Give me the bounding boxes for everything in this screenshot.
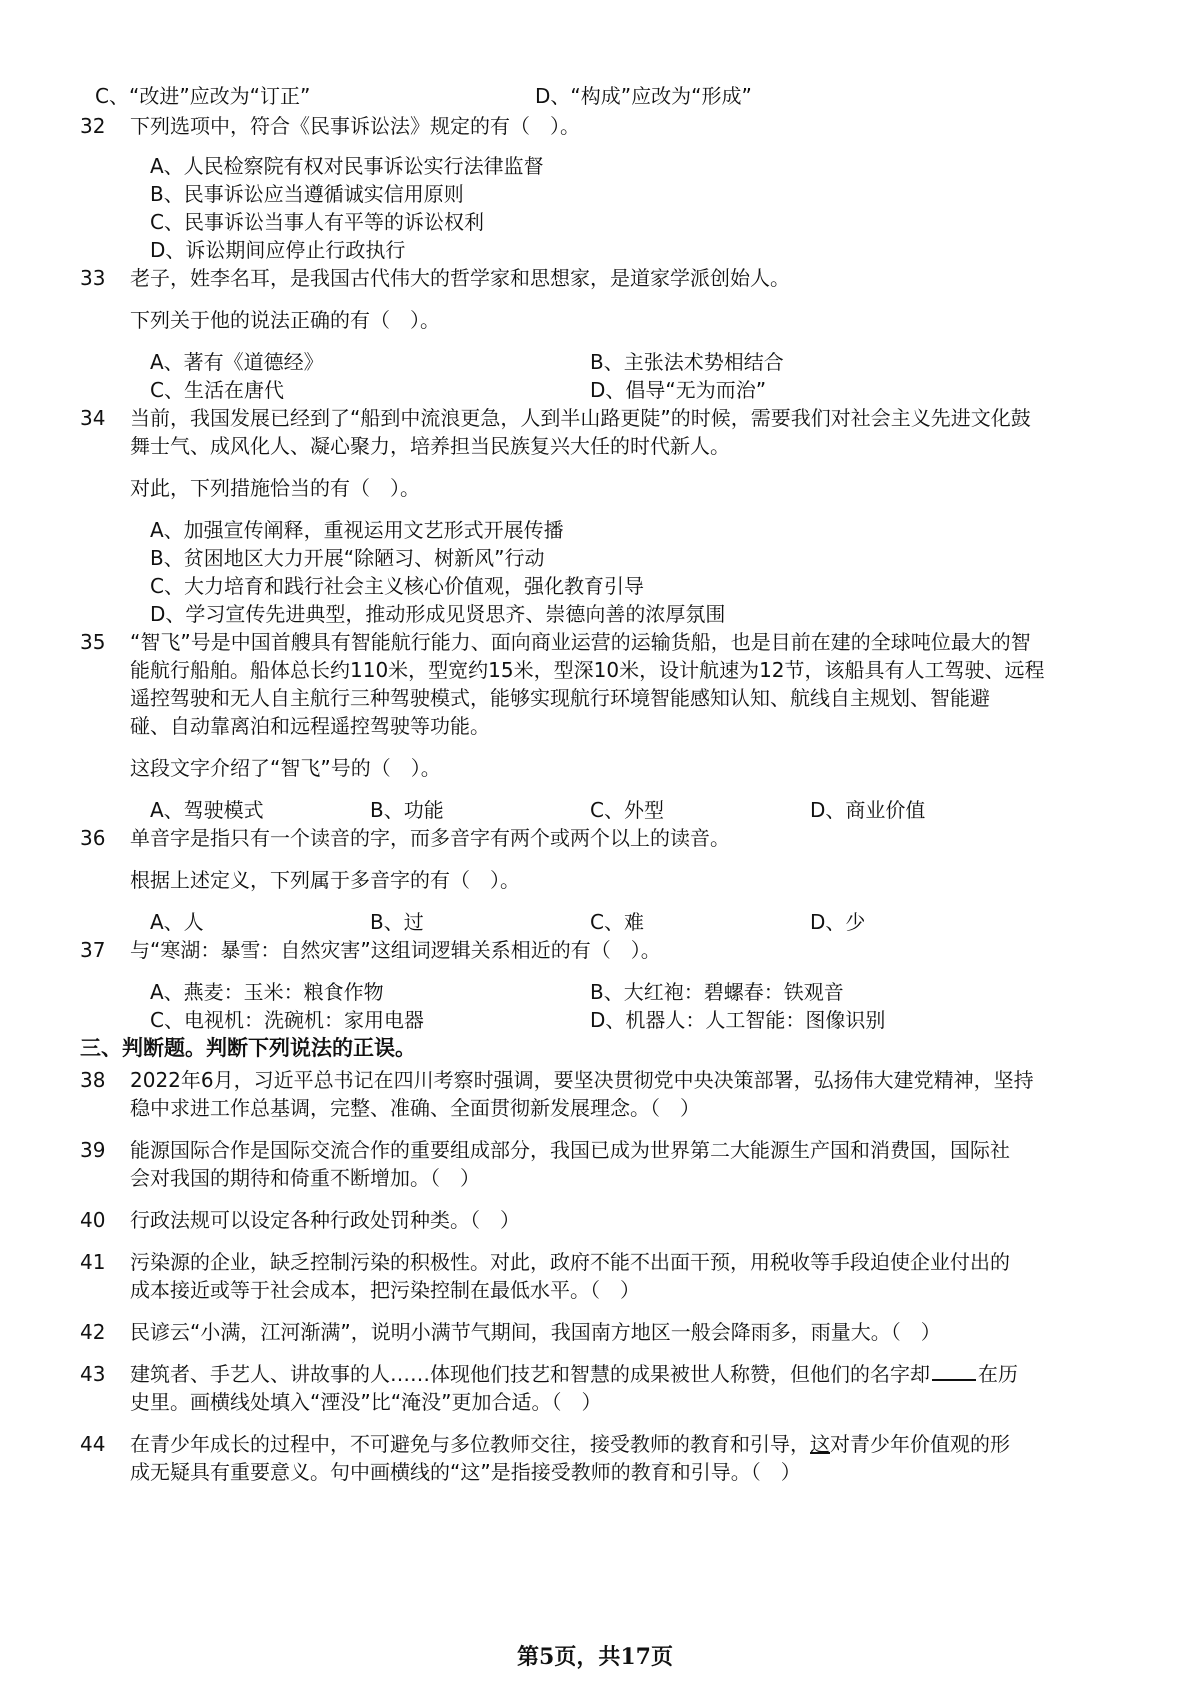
- question-number: 36: [80, 826, 106, 850]
- question-stem: 与“寒湖：暴雪：自然灾害”这组词逻辑关系相近的有（ ）。: [130, 938, 661, 962]
- statement-line: 污染源的企业，缺乏控制污染的积极性。对此，政府不能不出面干预，用税收等手段迫使企业付出的: [130, 1250, 1010, 1274]
- question-number: 34: [80, 406, 106, 430]
- option-b: B、主张法术势相结合: [590, 350, 784, 374]
- statement-text: 对青少年价值观的形: [830, 1432, 1010, 1456]
- option-b: B、民事诉讼应当遵循诚实信用原则: [150, 182, 464, 206]
- question-stem: 单音字是指只有一个读音的字，而多音字有两个或两个以上的读音。: [130, 826, 730, 850]
- question-stem: 舞士气、成风化人、凝心聚力，培养担当民族复兴大任的时代新人。: [130, 434, 730, 458]
- question-ask: 这段文字介绍了“智飞”号的（ ）。: [130, 756, 441, 780]
- option-b: B、过: [370, 910, 424, 934]
- option-d-prev: D、“构成”应改为“形成”: [535, 84, 752, 108]
- option-a: A、加强宣传阐释，重视运用文艺形式开展传播: [150, 518, 564, 542]
- option-b: B、大红袍：碧螺春：铁观音: [590, 980, 844, 1004]
- option-c: C、难: [590, 910, 644, 934]
- option-d: D、诉讼期间应停止行政执行: [150, 238, 406, 262]
- option-a: A、人民检察院有权对民事诉讼实行法律监督: [150, 154, 544, 178]
- statement-text: 在青少年成长的过程中，不可避免与多位教师交往，接受教师的教育和引导，: [130, 1432, 810, 1456]
- statement-line: 2022年6月，习近平总书记在四川考察时强调，要坚决贯彻党中央决策部署，弘扬伟大建党精神，坚持: [130, 1068, 1034, 1092]
- question-number: 32: [80, 114, 106, 138]
- option-c: C、民事诉讼当事人有平等的诉讼权利: [150, 210, 484, 234]
- question-number: 38: [80, 1068, 106, 1092]
- question-stem: “智飞”号是中国首艘具有智能航行能力、面向商业运营的运输货船，也是目前在建的全球吨位最大的智: [130, 630, 1031, 654]
- question-ask: 对此，下列措施恰当的有（ ）。: [130, 476, 420, 500]
- question-stem: 当前，我国发展已经到了“船到中流浪更急，人到半山路更陡”的时候，需要我们对社会主义先进文化鼓: [130, 406, 1031, 430]
- question-stem: 碰、自动靠离泊和远程遥控驾驶等功能。: [130, 714, 490, 738]
- option-d: D、机器人：人工智能：图像识别: [590, 1008, 886, 1032]
- statement-text: 建筑者、手艺人、讲故事的人……体现他们技艺和智慧的成果被世人称赞，但他们的名字却: [130, 1362, 930, 1386]
- option-a: A、人: [150, 910, 204, 934]
- question-number: 42: [80, 1320, 106, 1344]
- question-stem: 遥控驾驶和无人自主航行三种驾驶模式，能够实现航行环境智能感知认知、航线自主规划、智能避: [130, 686, 990, 710]
- statement-line: 民谚云“小满，江河渐满”，说明小满节气期间，我国南方地区一般会降雨多，雨量大。（ ）: [130, 1320, 941, 1344]
- question-number: 39: [80, 1138, 106, 1162]
- page-footer: 第5页，共17页: [517, 1644, 673, 1670]
- statement-text: 在历: [978, 1362, 1018, 1386]
- option-d: D、商业价值: [810, 798, 926, 822]
- question-stem: 能航行船舶。船体总长约110米，型宽约15米，型深10米，设计航速为12节，该船具有人工驾驶、远程: [130, 658, 1045, 682]
- question-number: 35: [80, 630, 106, 654]
- question-number: 43: [80, 1362, 106, 1386]
- underlined-word: 这: [810, 1432, 830, 1456]
- option-c: C、生活在唐代: [150, 378, 284, 402]
- question-stem: 老子，姓李名耳，是我国古代伟大的哲学家和思想家，是道家学派创始人。: [130, 266, 790, 290]
- fill-blank: [932, 1361, 976, 1381]
- statement-line: [130, 1430, 1010, 1458]
- option-a: A、驾驶模式: [150, 798, 264, 822]
- statement-line: [130, 1360, 1018, 1388]
- statement-line: 史里。画横线处填入“湮没”比“淹没”更加合适。（ ）: [130, 1390, 602, 1414]
- option-a: A、著有《道德经》: [150, 350, 324, 374]
- option-b: B、功能: [370, 798, 444, 822]
- question-ask: 下列关于他的说法正确的有（ ）。: [130, 308, 440, 332]
- option-d: D、少: [810, 910, 866, 934]
- statement-line: 会对我国的期待和倚重不断增加。（ ）: [130, 1166, 480, 1190]
- option-a: A、燕麦：玉米：粮食作物: [150, 980, 384, 1004]
- option-d: D、学习宣传先进典型，推动形成见贤思齐、崇德向善的浓厚氛围: [150, 602, 726, 626]
- option-c: C、大力培育和践行社会主义核心价值观，强化教育引导: [150, 574, 644, 598]
- question-number: 33: [80, 266, 106, 290]
- option-c: C、外型: [590, 798, 664, 822]
- statement-line: 稳中求进工作总基调，完整、准确、全面贯彻新发展理念。（ ）: [130, 1096, 700, 1120]
- statement-line: 成本接近或等于社会成本，把污染控制在最低水平。（ ）: [130, 1278, 640, 1302]
- option-b: B、贫困地区大力开展“除陋习、树新风”行动: [150, 546, 545, 570]
- section-heading: 三、判断题。判断下列说法的正误。: [80, 1036, 416, 1060]
- question-ask: 根据上述定义，下列属于多音字的有（ ）。: [130, 868, 520, 892]
- statement-line: 成无疑具有重要意义。句中画横线的“这”是指接受教师的教育和引导。（ ）: [130, 1460, 801, 1484]
- option-c: C、电视机：洗碗机：家用电器: [150, 1008, 424, 1032]
- statement-line: 行政法规可以设定各种行政处罚种类。（ ）: [130, 1208, 520, 1232]
- question-stem: 下列选项中，符合《民事诉讼法》规定的有（ ）。: [130, 114, 580, 138]
- question-number: 40: [80, 1208, 106, 1232]
- question-number: 37: [80, 938, 106, 962]
- question-number: 44: [80, 1432, 106, 1456]
- option-d: D、倡导“无为而治”: [590, 378, 767, 402]
- question-number: 41: [80, 1250, 106, 1274]
- statement-line: 能源国际合作是国际交流合作的重要组成部分，我国已成为世界第二大能源生产国和消费国，国际社: [130, 1138, 1010, 1162]
- option-c-prev: C、“改进”应改为“订正”: [95, 84, 311, 108]
